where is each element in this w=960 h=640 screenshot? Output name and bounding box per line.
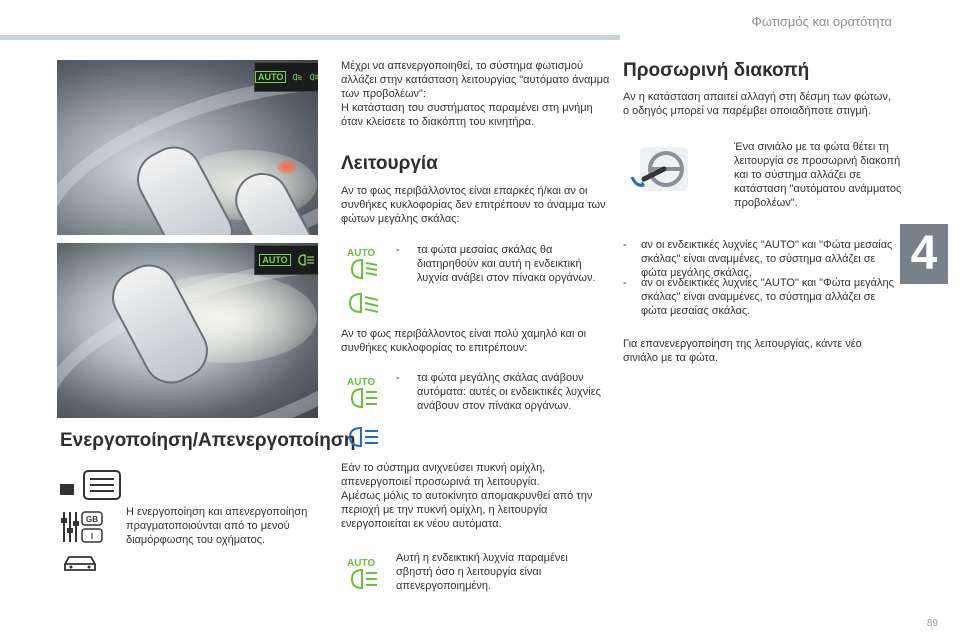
auto-high-beam-icon <box>347 374 383 415</box>
operation-title: Λειτουργία <box>341 153 438 174</box>
high-beam-icon <box>297 254 315 266</box>
header-bar <box>0 35 620 40</box>
bullet-low-beam: τα φώτα μεσαίας σκάλας θα διατηρηθούν και αυτή η ενδεικτική λυχνία ανάβει στον πίνακα οργάνων. <box>417 244 596 284</box>
dash-marker-1: - <box>623 239 627 251</box>
high-beam-icon <box>309 71 318 83</box>
dash-marker-2: - <box>623 277 627 289</box>
photo-high-beam <box>57 243 318 418</box>
indicator-off-note: Αυτή η ενδεικτική λυχνία παραμένει σβηστή όσο η λειτουργία είναι απενεργοποιημένη. <box>396 552 568 592</box>
activation-text: Η ενεργοποίηση και απενεργοποίηση πραγματοποιούνται από το μενού διαμόρφωσης του οχήματος. <box>126 506 308 546</box>
bullet-dash: - <box>396 372 400 384</box>
low-beam-icon <box>347 292 381 319</box>
suspension-dash-1: αν οι ενδεικτικές λυχνίες "AUTO" και "Φώτα μεσαίας σκάλας" είναι αναμμένες, το σύστημα αλλάζει σε φώτα μεγάλης σκάλας, <box>641 239 893 279</box>
car-outline-icon <box>62 552 98 579</box>
chapter-tab <box>900 224 948 284</box>
auto-tag: AUTO <box>259 254 290 266</box>
bullet-high-beam: τα φώτα μεγάλης σκάλας ανάβουν αυτόματα: αυτές οι ενδεικτικές λυχνίες ανάβουν στον πίνακα οργάνων. <box>417 372 601 412</box>
svg-text:AUTO: AUTO <box>347 377 376 388</box>
auto-off-icon <box>347 555 383 596</box>
svg-text:AUTO: AUTO <box>347 558 376 569</box>
menu-screen-icon <box>60 470 122 507</box>
suspension-para-1: Αν η κατάσταση απαιτεί αλλαγή στη δέσμη των φώτων, ο οδηγός μπορεί να παρέμβει οποιαδήποτε στιγμή. <box>623 91 891 117</box>
suspension-dash-2: αν οι ενδεικτικές λυχνίες "AUTO" και "Φώτα μεγάλης σκάλας" είναι αναμμένες, το σύστημα αλλάζει σε φώτα μεσαίας σκάλας. <box>641 277 894 317</box>
low-beam-icon <box>292 71 302 83</box>
auto-label-icon: AUTO <box>347 248 376 259</box>
dashboard-panel <box>254 245 318 275</box>
auto-tag: AUTO <box>255 71 286 83</box>
flash-lights-text: Ένα σινιάλο με τα φώτα θέτει τη λειτουργία σε προσωρινή διακοπή και το σύστημα αλλάζει σε κατάσταση "αυτόματου ανάμματος προβολέων". <box>734 141 902 209</box>
operation-para-1: Αν το φως περιβάλλοντος είναι επαρκές ή/και αν οι συνθήκες κυκλοφορίας δεν επιτρέπουν το άναμμα των φώτων μεγάλης σκάλας: <box>341 185 606 225</box>
fog-para: Εάν το σύστημα ανιχνεύσει πυκνή ομίχλη, απενεργοποιεί προσωρινά τη λειτουργία. Αμέσως μόλις το αυτοκίνητο απομακρυνθεί από την περιοχή με την πυκνή ομίχλη, η λειτουργία ενεργοποιείται εκ νέου αυτόματα. <box>341 462 593 530</box>
svg-text:I: I <box>90 532 94 541</box>
high-beam-icon <box>347 426 381 453</box>
taillight-glow <box>277 160 297 174</box>
settings-gb-icon <box>60 510 104 549</box>
dashboard-panel <box>254 62 318 92</box>
chapter-number: 4 <box>910 227 938 280</box>
temporary-suspension-title: Προσωρινή διακοπή <box>623 60 810 81</box>
page-number: 89 <box>926 618 938 629</box>
svg-text:GB: GB <box>86 515 98 524</box>
auto-low-beam-icon <box>347 245 383 286</box>
intro-text: Μέχρι να απενεργοποιηθεί, το σύστημα φωτισμού αλλάζει στην κατάσταση λειτουργίας "αυτόματο άναμμα των προβολέων": Η κατάσταση του συστήματος παραμένει στη μνήμη όταν κλείσετε το διακόπτη του κινητήρα. <box>341 60 610 128</box>
operation-para-2: Αν το φως περιβάλλοντος είναι πολύ χαμηλό και οι συνθήκες κυκλοφορίας το επιτρέπουν: <box>341 328 587 354</box>
bullet-dash: - <box>396 244 400 256</box>
photo-low-beam <box>57 60 318 235</box>
chapter-title: Φωτισμός και ορατότητα <box>751 14 892 29</box>
reactivation-text: Για επανενεργοποίηση της λειτουργίας, κάντε νέο σινιάλο με τα φώτα. <box>623 338 862 364</box>
activation-title: Ενεργοποίηση/Απενεργοποίηση <box>60 430 356 451</box>
steering-stalk-icon <box>630 147 690 198</box>
